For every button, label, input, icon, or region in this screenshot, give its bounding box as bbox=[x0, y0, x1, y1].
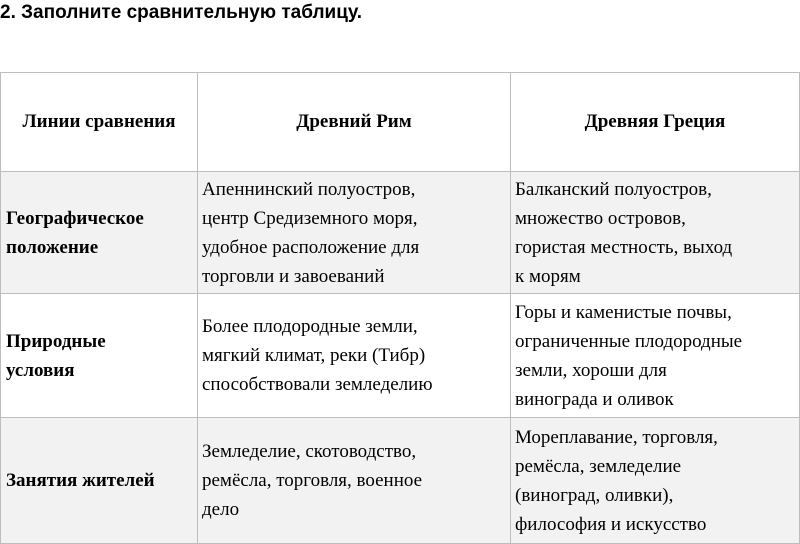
task-title: 2. Заполните сравнительную таблицу. bbox=[0, 2, 363, 23]
cell-greece-occupations bbox=[511, 418, 800, 544]
cell-line: ограниченные плодородные bbox=[515, 330, 743, 352]
cell-line: к морям bbox=[515, 265, 581, 287]
cell-line: Земледелие, скотоводство, bbox=[202, 441, 417, 462]
cell-rome-geography bbox=[198, 172, 511, 294]
cell-line: Балканский полуостров, bbox=[515, 178, 712, 200]
cell-line: философия и искусство bbox=[515, 513, 707, 535]
row-label-line: Занятия жителей bbox=[6, 470, 155, 491]
row-label-line: Географическое bbox=[6, 207, 144, 229]
cell-line: Мореплавание, торговля, bbox=[515, 426, 718, 448]
header-ancient-greece: Древняя Греция bbox=[511, 73, 800, 172]
header-comparison-lines: Линии сравнения bbox=[1, 73, 198, 172]
row-label-line: положение bbox=[6, 236, 99, 258]
table-header-row bbox=[1, 73, 800, 172]
row-label-natural-conditions bbox=[1, 294, 198, 418]
cell-line: земли, хороши для bbox=[515, 359, 667, 381]
cell-line: центр Средиземного моря, bbox=[202, 207, 418, 229]
cell-line: множество островов, bbox=[515, 207, 686, 229]
row-label-line: Природные bbox=[6, 330, 106, 352]
cell-greece-geography bbox=[511, 172, 800, 294]
row-label-line: условия bbox=[6, 359, 75, 381]
row-label-occupations bbox=[1, 418, 198, 544]
cell-line: Горы и каменистые почвы, bbox=[515, 301, 732, 323]
cell-line: ремёсла, торговля, военное bbox=[202, 470, 423, 491]
header-ancient-rome: Древний Рим bbox=[198, 73, 511, 172]
cell-line: дело bbox=[202, 499, 240, 520]
cell-line: Более плодородные земли, bbox=[202, 316, 418, 337]
cell-line: винограда и оливок bbox=[515, 388, 674, 410]
cell-line: мягкий климат, реки (Тибр) bbox=[202, 345, 426, 366]
table-row-occupations bbox=[1, 418, 800, 544]
cell-line: (виноград, оливки), bbox=[515, 484, 674, 506]
cell-rome-occupations bbox=[198, 418, 511, 544]
cell-rome-natural-conditions bbox=[198, 294, 511, 418]
row-label-geography bbox=[1, 172, 198, 294]
cell-line: удобное расположение для bbox=[202, 236, 420, 258]
table-row-geography bbox=[1, 172, 800, 294]
table-row-natural-conditions bbox=[1, 294, 800, 418]
cell-greece-natural-conditions bbox=[511, 294, 800, 418]
cell-line: торговли и завоеваний bbox=[202, 265, 385, 287]
cell-line: гористая местность, выход bbox=[515, 236, 733, 258]
cell-line: Апеннинский полуостров, bbox=[202, 178, 416, 200]
cell-line: способствовали земледелию bbox=[202, 374, 433, 395]
comparison-table bbox=[0, 72, 800, 544]
cell-line: ремёсла, земледелие bbox=[515, 455, 682, 477]
